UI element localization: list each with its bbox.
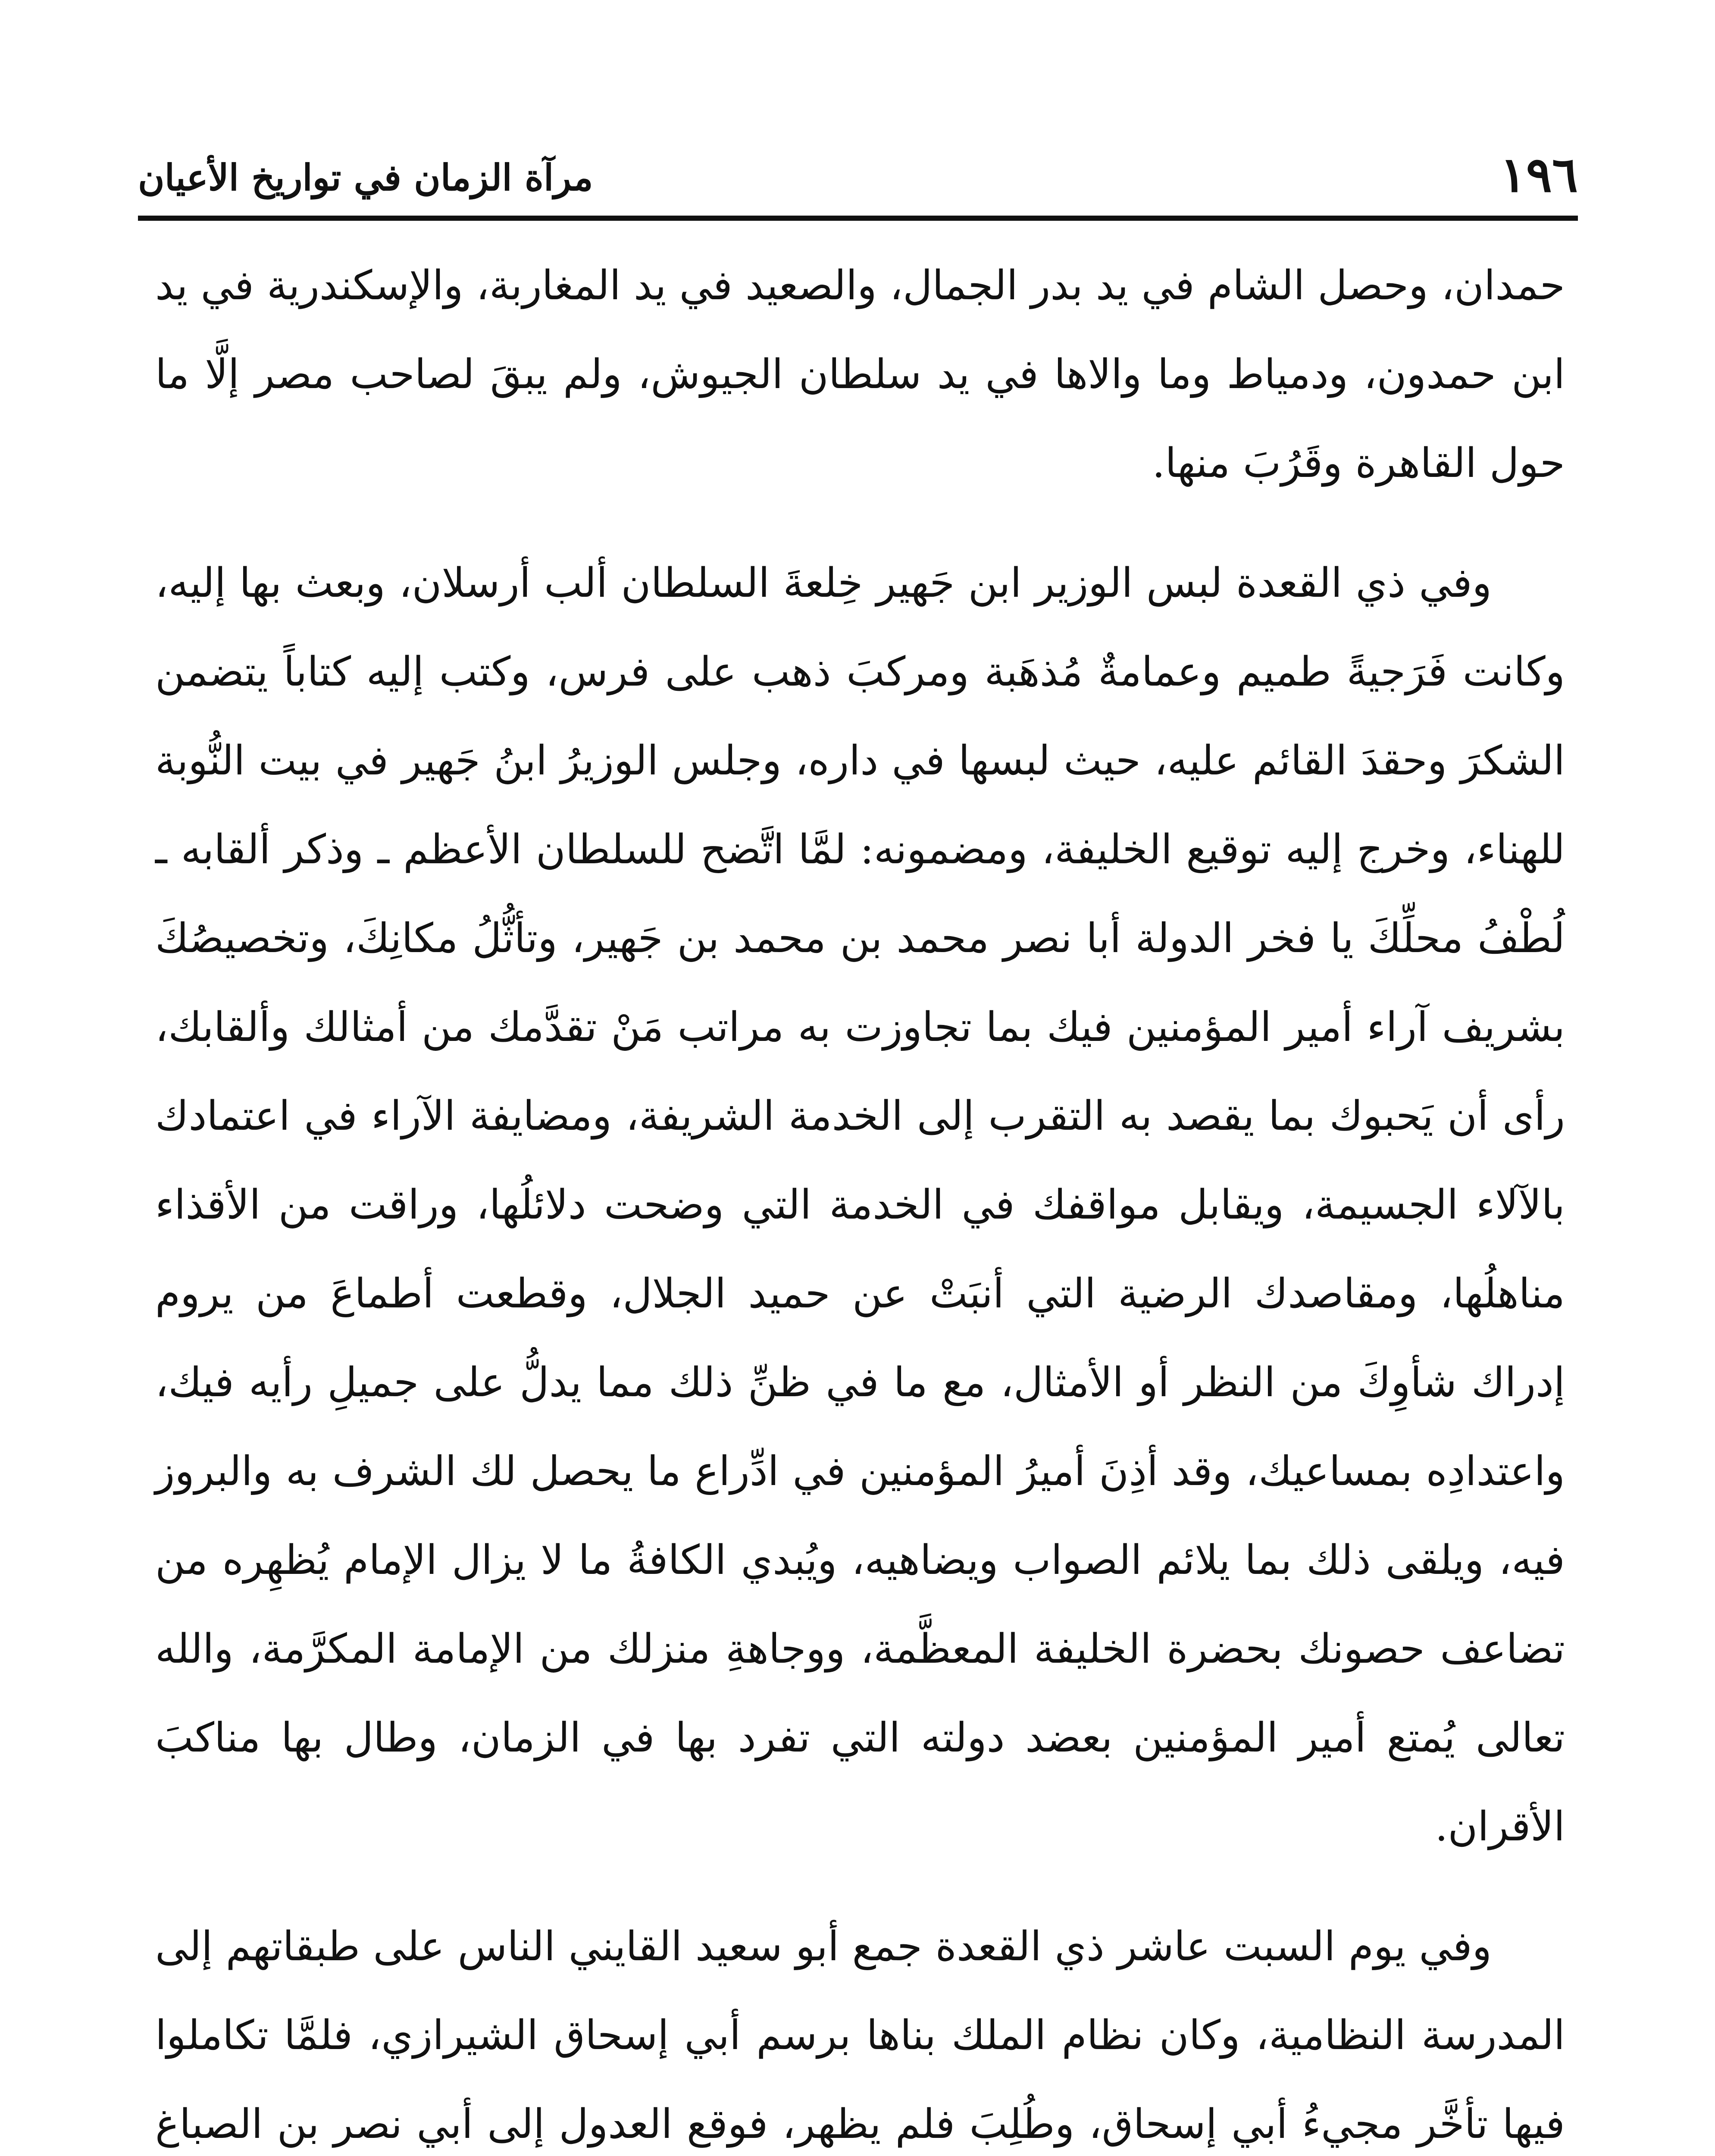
- paragraph-nizamiyya: وفي يوم السبت عاشر ذي القعدة جمع أبو سعيد القايني الناس على طبقاتهم إلى المدرسة النظامية، وكان نظام الملك بناها برسم أبي إسحاق الشيرازي، فلمَّا تكاملوا فيها تأخَّر مجيءُ أبي إسحاق، وطُلِبَ فلم يظهر، فوقع العدول إلى أبي نصر بن الصباغ: [155, 1923, 1565, 2148]
- page-body: [155, 241, 1565, 2156]
- paragraph-khilaa: وفي ذي القعدة لبس الوزير ابن جَهير خِلعةَ السلطان ألب أرسلان، وبعث بها إليه، وكانت فَرَجيةً طميم وعمامةٌ مُذهَبة ومركبَ ذهب على فرس، وكتب إليه كتاباً يتضمن الشكرَ وحقدَ القائم عليه، حيث لبسها في داره، وجلس الوزيرُ ابنُ جَهير في بيت النُّوبة للهناء، وخرج إليه توقيع الخليفة، ومضمونه: لمَّا اتَّضح للسلطان الأعظم ـ وذكر ألقابه ـ لُطْفُ محلِّكَ يا فخر الدولة أبا نصر محمد بن محمد بن جَهير، وتأثُّلُ مكانِكَ، وتخصيصُكَ بشريف آراء أمير المؤمنين فيك بما تجاوزت به مراتب مَنْ تقدَّمك من أمثالك وألقابك، رأى أن يَحبوك بما يقصد به التقرب إلى الخدمة الشريفة، ومضايفة الآراء في اعتمادك بالآلاء الجسيمة، ويقابل مواقفك في الخدمة التي وضحت دلائلُها، وراقت من الأقذاء مناهلُها، ومقاصدك الرضية التي أنبَتْ عن حميد الجلال، وقطعت أطماعَ من يروم إدراك شأوِكَ من النظر أو الأمثال، مع ما في ظنِّ ذلك مما يدلُّ على جميلِ رأيه فيك، واعتدادِه بمساعيك، وقد أذِنَ أميرُ المؤمنين في ادِّراع ما يحصل لك الشرف به والبروز فيه، ويلقى ذلك بما يلائم الصواب ويضاهيه، ويُبدي الكافةُ ما لا يزال الإمام يُظهِره من تضاعف حصونك بحضرة الخليفة المعظَّمة، ووجاهةِ منزلك من الإمامة المكرَّمة، والله تعالى يُمتع أمير المؤمنين بعضد دولته التي تفرد بها في الزمان، وطال بها مناكبَ الأقران.: [155, 560, 1565, 1850]
- paragraph-continuation: حمدان، وحصل الشام في يد بدر الجمال، والصعيد في يد المغاربة، والإسكندرية في يد ابن حمدون، ودمياط وما والاها في يد سلطان الجيوش، ولم يبقَ لصاحب مصر إلَّا ما حول القاهرة وقَرُبَ منها.: [155, 262, 1565, 487]
- page-number: ١٩٦: [1500, 147, 1578, 203]
- header-rule: [138, 216, 1578, 221]
- running-title: مرآة الزمان في تواريخ الأعيان: [138, 156, 593, 199]
- page-header: [138, 142, 1578, 216]
